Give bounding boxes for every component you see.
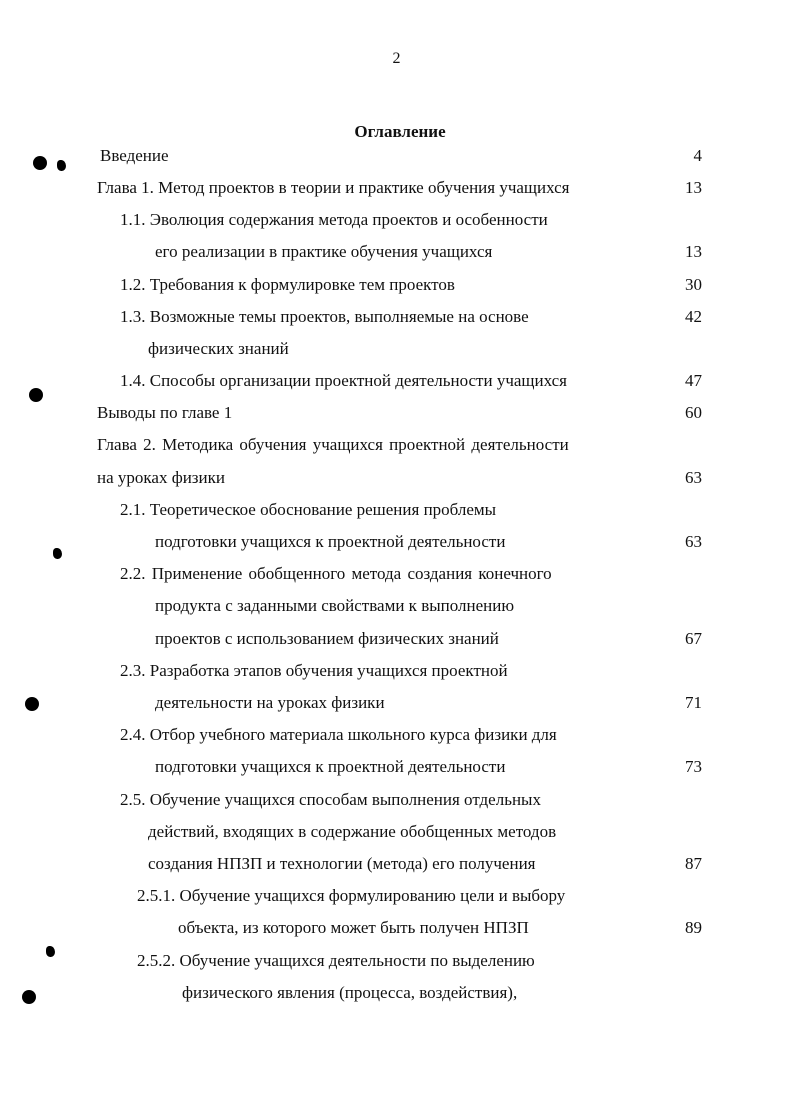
binder-hole	[33, 156, 47, 170]
toc-entry-text: объекта, из которого может быть получен НПЗП	[178, 918, 529, 937]
page-number: 2	[392, 50, 401, 67]
toc-entry-text: его реализации в практике обучения учащихся	[155, 242, 493, 261]
toc-entry-text: Введение	[100, 146, 169, 165]
toc-entry-text: 1.4. Способы организации проектной деятельности учащихся	[120, 371, 567, 390]
toc-entry-page: 63	[685, 468, 702, 487]
toc-entry-page: 13	[685, 178, 702, 197]
toc-entry-page: 4	[693, 146, 702, 165]
toc-entry-text: 2.5.1. Обучение учащихся формулированию цели и выбору	[137, 886, 566, 905]
toc-entry-text: физического явления (процесса, воздействия),	[182, 983, 518, 1002]
toc-title: Оглавление	[354, 122, 446, 141]
toc-entry-page: 73	[685, 757, 702, 776]
toc-entry-page: 67	[685, 629, 702, 648]
toc-entry-text: подготовки учащихся к проектной деятельности	[155, 757, 506, 776]
toc-entry-text: 2.5. Обучение учащихся способам выполнения отдельных	[120, 790, 541, 809]
toc-entry-text: создания НПЗП и технологии (метода) его получения	[148, 854, 536, 873]
binder-hole	[29, 388, 43, 402]
toc-entry-text: 2.3. Разработка этапов обучения учащихся проектной	[120, 661, 508, 680]
binder-hole	[25, 697, 39, 711]
binder-hole	[46, 946, 55, 957]
toc-entry-text: 2.5.2. Обучение учащихся деятельности по выделению	[137, 951, 535, 970]
toc-entry-page: 42	[685, 307, 702, 326]
toc-entry-text: Глава 1. Метод проектов в теории и практике обучения учащихся	[97, 178, 570, 197]
toc-entry-page: 60	[685, 403, 702, 422]
binder-hole	[22, 990, 36, 1004]
toc-entry-text: действий, входящих в содержание обобщенных методов	[148, 822, 557, 841]
toc-entry-text: 2.1. Теоретическое обоснование решения проблемы	[120, 500, 497, 519]
binder-hole	[53, 548, 62, 559]
toc-entry-text: 2.2. Применение обобщенного метода создания конечного	[120, 564, 552, 583]
toc-entry-text: подготовки учащихся к проектной деятельности	[155, 532, 506, 551]
toc-entry-page: 47	[685, 371, 702, 390]
toc-entry-page: 30	[685, 275, 702, 294]
toc-entry-text: 1.1. Эволюция содержания метода проектов и особенности	[120, 210, 548, 229]
toc-entry-text: 1.3. Возможные темы проектов, выполняемые на основе	[120, 307, 529, 326]
toc-entry-text: физических знаний	[148, 339, 289, 358]
toc-entry-text: 1.2. Требования к формулировке тем проектов	[120, 275, 455, 294]
toc-entry-text: 2.4. Отбор учебного материала школьного курса физики для	[120, 725, 557, 744]
toc-entry-page: 87	[685, 854, 702, 873]
toc-entry-text: Выводы по главе 1	[97, 403, 233, 422]
toc-entry-page: 13	[685, 242, 702, 261]
toc-entry-text: деятельности на уроках физики	[155, 693, 385, 712]
toc-entry-page: 63	[685, 532, 702, 551]
toc-entry-text: на уроках физики	[97, 468, 225, 487]
toc-entry-text: проектов с использованием физических знаний	[155, 629, 499, 648]
toc-entry-page: 89	[685, 918, 702, 937]
toc-entry-text: продукта с заданными свойствами к выполнению	[155, 596, 515, 615]
toc-entry-text: Глава 2. Методика обучения учащихся проектной деятельности	[97, 435, 569, 454]
binder-hole	[57, 160, 66, 171]
toc-entry-page: 71	[685, 693, 702, 712]
